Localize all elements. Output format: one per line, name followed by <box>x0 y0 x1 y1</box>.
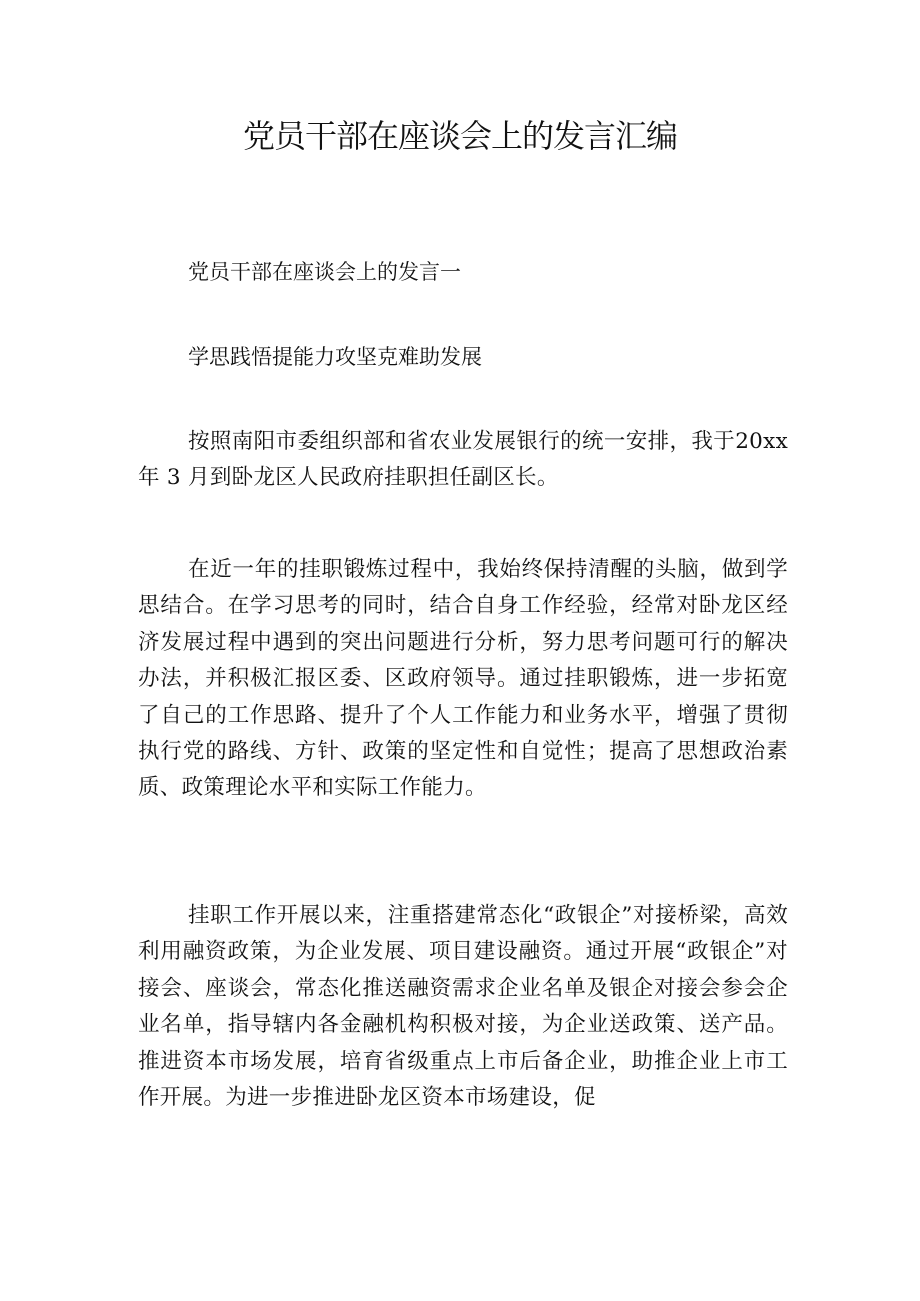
paragraph-2: 在近一年的挂职锻炼过程中，我始终保持清醒的头脑，做到学思结合。在学习思考的同时，结合自身工作经验，经常对卧龙区经济发展过程中遇到的突出问题进行分析，努力思考问题可行的解决办法，并积极汇报区委、区政府领导。通过挂职锻炼，进一步拓宽了自己的工作思路、提升了个人工作能力和业务水平，增强了贯彻执行党的路线、方针、政策的坚定性和自觉性；提高了思想政治素质、政策理论水平和实际工作能力。 <box>138 557 788 801</box>
document-title: 党员干部在座谈会上的发言汇编 <box>242 117 677 155</box>
paragraph-1: 按照南阳市委组织部和省农业发展银行的统一安排，我于20xx 年 3 月到卧龙区人民政府挂职担任副区长。 <box>138 429 788 491</box>
section-heading: 党员干部在座谈会上的发言一 <box>188 260 461 284</box>
section-subheading: 学思践悟提能力攻坚克难助发展 <box>188 345 482 369</box>
paragraph-3: 挂职工作开展以来，注重搭建常态化“政银企”对接桥梁，高效利用融资政策，为企业发展、项目建设融资。通过开展“政银企”对接会、座谈会，常态化推送融资需求企业名单及银企对接会参会企业名单，指导辖内各金融机构积极对接，为企业送政策、送产品。推进资本市场发展，培育省级重点上市后备企业，助推企业上市工作开展。为进一步推进卧龙区资本市场建设，促 <box>138 903 788 1111</box>
